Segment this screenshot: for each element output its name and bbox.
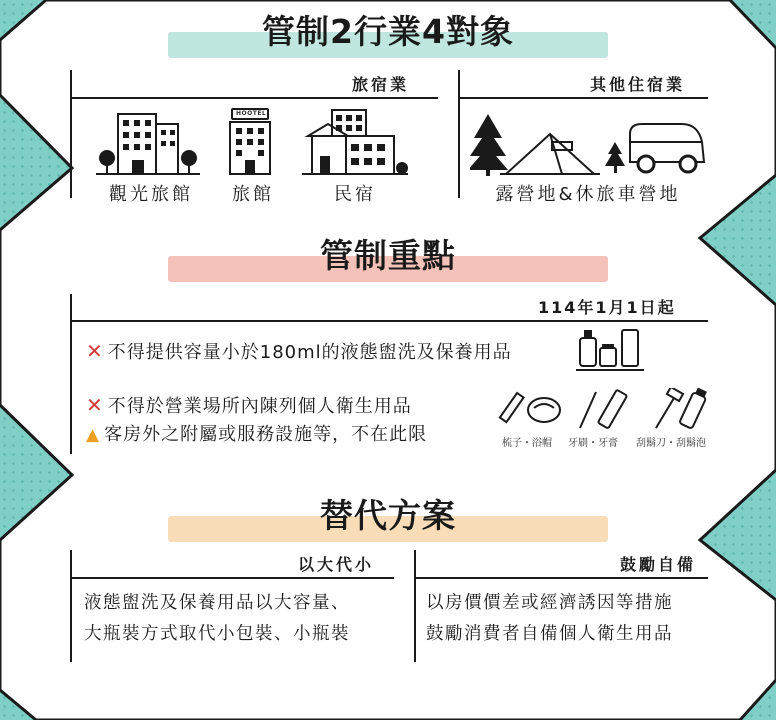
alternative-right-line-1: 以房價價差或經濟誘因等措施	[426, 593, 673, 613]
divider	[70, 577, 394, 579]
cross-icon: ✕	[86, 393, 104, 417]
toiletries-icon	[574, 326, 650, 376]
hotel-sign-text: HOOTEL	[236, 110, 267, 117]
hotel-industry-label: 旅宿業	[352, 75, 410, 94]
divider	[70, 320, 708, 322]
alternative-right-line-2: 鼓勵消費者自備個人衛生用品	[426, 624, 673, 644]
caption-razor: 刮鬍刀・刮鬍泡	[636, 438, 706, 449]
camping-icon	[470, 112, 710, 178]
rule-no-display	[86, 392, 412, 418]
effective-date: 114年1月1日起	[538, 298, 676, 317]
caption-bnb: 民宿	[334, 184, 376, 205]
caption-toothbrush: 牙刷・牙膏	[568, 438, 618, 449]
bigger-instead-of-smaller-label: 以大代小	[298, 555, 375, 574]
cross-icon: ✕	[86, 339, 104, 363]
divider	[414, 550, 416, 662]
divider	[70, 97, 438, 99]
heading-control-points: 管制重點	[320, 236, 456, 275]
rule-text: 不得提供容量小於180ml的液態盥洗及保養用品	[107, 342, 512, 363]
divider	[70, 294, 72, 454]
divider	[70, 70, 72, 198]
rule-exception	[86, 420, 427, 446]
divider	[458, 70, 460, 198]
divider	[70, 550, 72, 662]
warning-triangle-icon: ▲	[86, 425, 101, 445]
alternative-left-line-2: 大瓶裝方式取代小包裝、小瓶裝	[84, 624, 350, 644]
razor-foam-icon	[648, 388, 714, 432]
heading-alternatives: 替代方案	[320, 496, 456, 535]
comb-shower-cap-icon	[496, 390, 566, 430]
bnb-icon	[298, 106, 408, 178]
caption-tourist-hotel: 觀光旅館	[109, 184, 193, 205]
divider	[458, 97, 708, 99]
toothbrush-toothpaste-icon	[572, 388, 632, 432]
bring-your-own-label: 鼓勵自備	[620, 555, 697, 574]
alternative-left-line-1: 液態盥洗及保養用品以大容量、	[84, 593, 350, 613]
caption-hotel: 旅館	[232, 184, 274, 205]
rule-text: 客房外之附屬或服務設施等，不在此限	[104, 424, 428, 445]
other-lodging-label: 其他住宿業	[590, 75, 686, 94]
caption-campground: 露營地&休旅車營地	[495, 184, 681, 205]
rule-small-bottles	[86, 338, 512, 364]
tourist-hotel-icon	[96, 108, 206, 178]
heading-regulated-industries: 管制2行業4對象	[262, 12, 514, 51]
rule-text: 不得於營業場所內陳列個人衛生用品	[107, 396, 412, 417]
divider	[414, 577, 708, 579]
caption-comb-cap: 梳子・浴帽	[502, 438, 552, 449]
